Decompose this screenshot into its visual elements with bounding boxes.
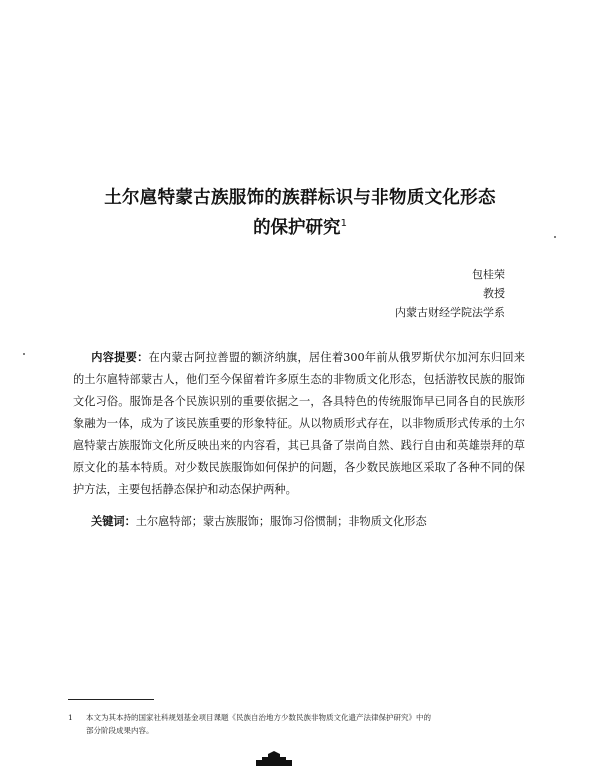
author-position: 教授	[483, 287, 505, 300]
author-name: 包桂荣	[472, 268, 505, 281]
footnote-text-1: 本文为其本持的国家社科规划基金项目课题《民族自治地方少数民族非物质文化遗产法律保护研究》中的	[86, 713, 431, 722]
author-affiliation: 内蒙古财经学院法学系	[395, 306, 505, 319]
footnote-number: 1	[68, 713, 73, 722]
scan-speck	[23, 353, 25, 355]
footnote-divider	[68, 699, 154, 700]
keywords-text: 土尔扈特部；蒙古族服饰；服饰习俗惯制；非物质文化形态	[135, 515, 427, 528]
footnote	[68, 711, 528, 737]
title-line-2	[60, 212, 540, 240]
abstract	[73, 347, 525, 501]
scan-speck	[554, 236, 556, 238]
title-line-2-text: 的保护研究	[253, 217, 341, 238]
title-footnote-mark[interactable]: 1	[340, 218, 347, 229]
page-ornament-icon	[254, 751, 294, 766]
abstract-label: 内容提要：	[91, 351, 149, 364]
title-line-1: 土尔扈特蒙古族服饰的族群标识与非物质文化形态	[104, 188, 496, 208]
footnote-line-2: 部分阶段成果内容。	[86, 726, 154, 735]
keywords-label: 关键词：	[91, 515, 136, 528]
keywords	[91, 512, 531, 532]
author-info	[395, 265, 505, 322]
footnote-line-1	[68, 711, 528, 724]
paper-title	[60, 186, 540, 240]
abstract-text: 在内蒙古阿拉善盟的额济纳旗，居住着300年前从俄罗斯伏尔加河东归回来的土尔扈特部蒙古人，他们至今保留着许多原生态的非物质文化形态，包括游牧民族的服饰文化习俗。服饰是各个民族识别的重要依据之一，各具特色的传统服饰早已同各自的民族形象融为一体，成为了该民族重要的形象特征。从以物质形式存在，以非物质形式传承的土尔扈特蒙古族服饰文化所反映出来的内容看，其已具备了崇尚自然、践行自由和英雄崇拜的草原文化的基本特质。对少数民族服饰如何保护的问题，各少数民族地区采取了各种不同的保护方法，主要包括静态保护和动态保护两种。	[73, 351, 525, 496]
